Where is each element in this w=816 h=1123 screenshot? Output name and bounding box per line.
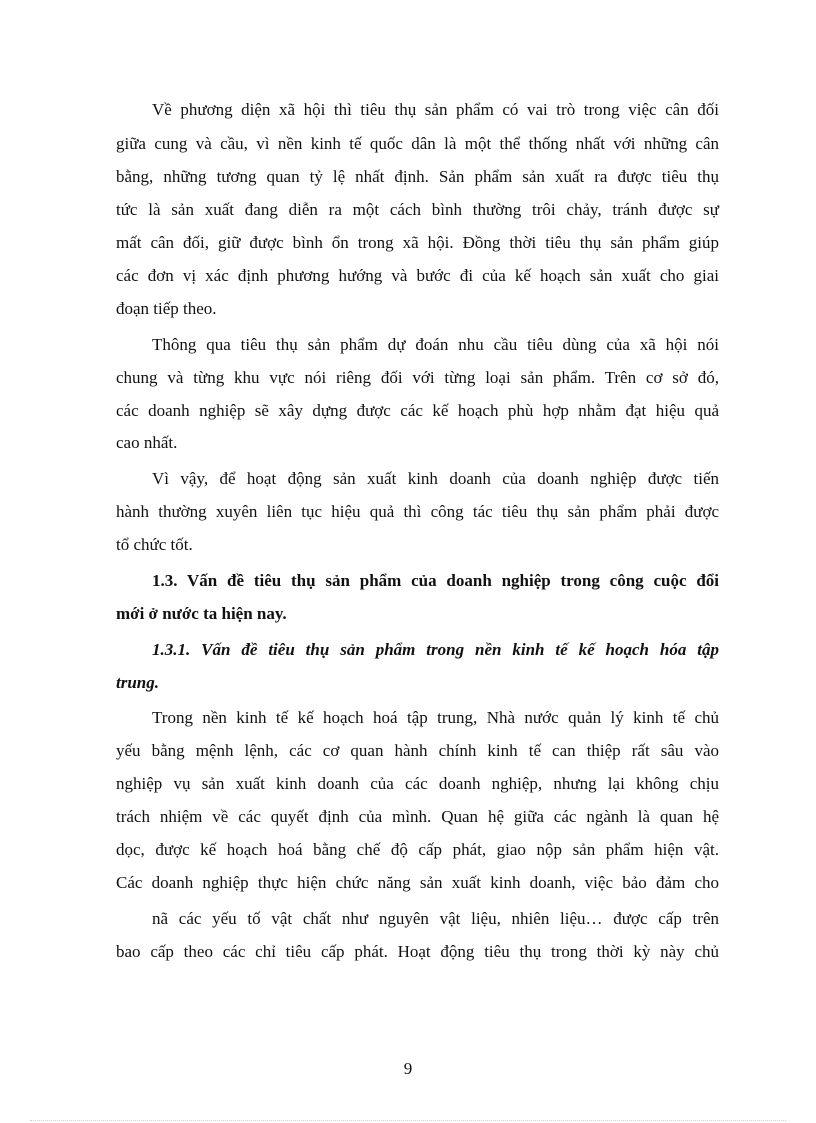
paragraph-4-line-3: nghiệp vụ sản xuất kinh doanh của các doanh nghiệp, nhưng lại không chịu — [116, 774, 719, 793]
paragraph-1-line-1: Về phương diện xã hội thì tiêu thụ sản phẩm có vai trò trong việc cân đối — [152, 100, 719, 119]
paragraph-1-line-6: các đơn vị xác định phương hướng và bước đi của kế hoạch sản xuất cho giai — [116, 266, 719, 285]
paragraph-4-line-6: Các doanh nghiệp thực hiện chức năng sản xuất kinh doanh, việc bảo đảm cho — [116, 873, 719, 892]
paragraph-4-line-4: trách nhiệm về các quyết định của mình. Quan hệ giữa các ngành là quan hệ — [116, 807, 719, 826]
paragraph-4-line-2: yếu bằng mệnh lệnh, các cơ quan hành chính kinh tế can thiệp rất sâu vào — [116, 741, 719, 760]
paragraph-4-line-5: dọc, được kế hoạch hoá bằng chế độ cấp phát, giao nộp sản phẩm hiện vật. — [116, 840, 719, 859]
section-heading-line-1: 1.3. Vấn đề tiêu thụ sản phẩm của doanh nghiệp trong công cuộc đổi — [152, 571, 719, 590]
paragraph-3-line-2: hành thường xuyên liên tục hiệu quả thì công tác tiêu thụ sản phẩm phải được — [116, 502, 719, 521]
paragraph-5-line-1: nã các yếu tố vật chất như nguyên vật liệu, nhiên liệu… được cấp trên — [152, 909, 719, 928]
section-heading-line-2: mới ở nước ta hiện nay. — [116, 604, 287, 623]
paragraph-2-line-3: các doanh nghiệp sẽ xây dựng được các kế hoạch phù hợp nhằm đạt hiệu quả — [116, 401, 719, 420]
paragraph-4-line-1: Trong nền kinh tế kế hoạch hoá tập trung, Nhà nước quản lý kinh tế chủ — [152, 708, 719, 727]
paragraph-3-line-3: tổ chức tốt. — [116, 535, 193, 554]
paragraph-5-line-2: bao cấp theo các chỉ tiêu cấp phát. Hoạt động tiêu thụ trong thời kỳ này chủ — [116, 942, 719, 961]
paragraph-1-line-7: đoạn tiếp theo. — [116, 299, 217, 318]
paragraph-2-line-2: chung và từng khu vực nói riêng đối với từng loại sản phẩm. Trên cơ sở đó, — [116, 368, 719, 387]
paragraph-1-line-5: mất cân đối, giữ được bình ổn trong xã hội. Đồng thời tiêu thụ sản phẩm giúp — [116, 233, 719, 252]
paragraph-2-line-4: cao nhất. — [116, 433, 178, 452]
subsection-heading-line-1: 1.3.1. Vấn đề tiêu thụ sản phẩm trong nền kinh tế kế hoạch hóa tập — [152, 640, 719, 659]
page-number: 9 — [403, 1059, 413, 1078]
paragraph-2-line-1: Thông qua tiêu thụ sản phẩm dự đoán nhu cầu tiêu dùng của xã hội nói — [152, 335, 719, 354]
paragraph-1-line-4: tức là sản xuất đang diễn ra một cách bình thường trôi chảy, tránh được sự — [116, 200, 719, 219]
subsection-heading-line-2: trung. — [116, 673, 159, 692]
page-bottom-rule — [30, 1120, 786, 1121]
paragraph-3-line-1: Vì vậy, để hoạt động sản xuất kinh doanh của doanh nghiệp được tiến — [152, 469, 719, 488]
paragraph-1-line-2: giữa cung và cầu, vì nền kinh tế quốc dân là một thể thống nhất với những cân — [116, 134, 719, 153]
paragraph-1-line-3: bằng, những tương quan tỷ lệ nhất định. Sản phẩm sản xuất ra được tiêu thụ — [116, 167, 719, 186]
